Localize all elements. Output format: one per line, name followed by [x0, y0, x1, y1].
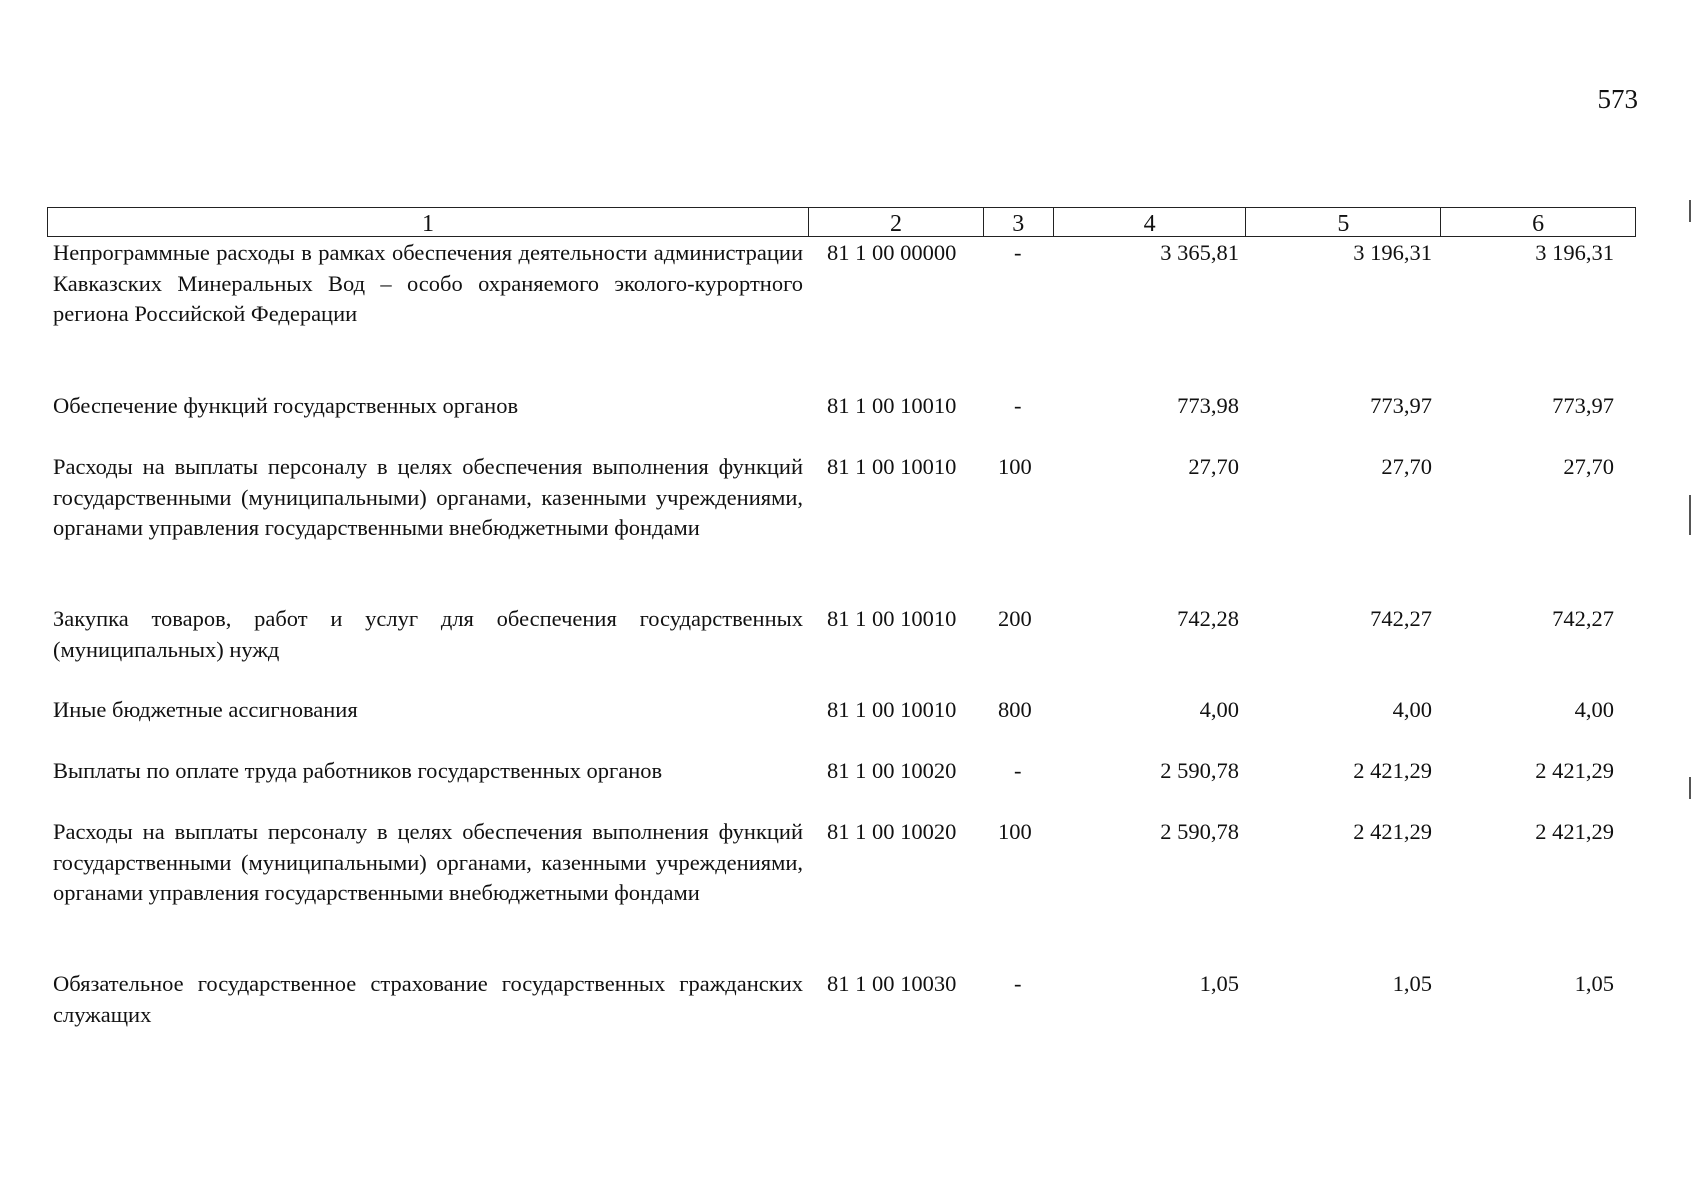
- row-value-5: 4,00: [1392, 697, 1432, 722]
- row-value-4: 27,70: [1188, 454, 1239, 479]
- row-name: Непрограммные расходы в рамках обеспечения деятельности администрации Кавказских Минеральных Вод – особо охраняемого эколого-курортного региона Российской Федерации: [53, 240, 803, 326]
- scan-mark: [1689, 777, 1691, 799]
- table-body: [47, 238, 1636, 1039]
- scan-mark: [1689, 200, 1691, 222]
- row-value-4: 2 590,78: [1160, 819, 1239, 844]
- row-value-4: 2 590,78: [1160, 758, 1239, 783]
- row-value-6: 773,97: [1552, 393, 1614, 418]
- table-header: [47, 207, 1636, 237]
- row-value-5: 2 421,29: [1353, 758, 1432, 783]
- row-name: Выплаты по оплате труда работников государственных органов: [53, 758, 663, 783]
- row-code: 81 1 00 10030: [827, 971, 957, 996]
- page-number: 573: [1597, 84, 1638, 114]
- row-value-4: 742,28: [1177, 606, 1239, 631]
- table-row: [47, 817, 1636, 969]
- row-code: 81 1 00 10010: [827, 393, 957, 418]
- row-code: 81 1 00 10010: [827, 606, 957, 631]
- header-col-5: 5: [1246, 208, 1441, 236]
- row-type: -: [1014, 971, 1022, 996]
- row-value-4: 3 365,81: [1160, 240, 1239, 265]
- row-value-5: 773,97: [1370, 393, 1432, 418]
- row-value-6: 2 421,29: [1535, 758, 1614, 783]
- row-type: 100: [998, 819, 1032, 844]
- row-value-6: 742,27: [1552, 606, 1614, 631]
- row-type: -: [1014, 240, 1022, 265]
- row-value-4: 1,05: [1199, 971, 1239, 996]
- row-value-4: 773,98: [1177, 393, 1239, 418]
- table-row: [47, 452, 1636, 604]
- row-code: 81 1 00 10020: [827, 819, 957, 844]
- row-type: -: [1014, 393, 1022, 418]
- row-type: 200: [998, 606, 1032, 631]
- row-name: Расходы на выплаты персоналу в целях обеспечения выполнения функций государственными (муниципальными) органами, казенными учреждениями, органами управления государственными внебюджетными фондами: [53, 819, 803, 905]
- row-value-6: 3 196,31: [1535, 240, 1614, 265]
- row-name: Закупка товаров, работ и услуг для обеспечения государственных (муниципальных) нужд: [53, 606, 803, 662]
- table-row: [47, 604, 1636, 695]
- table-row: [47, 391, 1636, 452]
- row-value-5: 3 196,31: [1353, 240, 1432, 265]
- row-value-5: 2 421,29: [1353, 819, 1432, 844]
- table-row: [47, 969, 1636, 1039]
- row-name: Расходы на выплаты персоналу в целях обеспечения выполнения функций государственными (муниципальными) органами, казенными учреждениями, органами управления государственными внебюджетными фондами: [53, 454, 803, 540]
- row-value-6: 1,05: [1574, 971, 1614, 996]
- row-name: Обеспечение функций государственных органов: [53, 393, 519, 418]
- row-code: 81 1 00 10010: [827, 697, 957, 722]
- header-col-2: 2: [809, 208, 984, 236]
- table-row: [47, 756, 1636, 817]
- table-row: [47, 238, 1636, 391]
- row-value-6: 27,70: [1563, 454, 1614, 479]
- row-type: -: [1014, 758, 1022, 783]
- row-name: Обязательное государственное страхование государственных гражданских служащих: [53, 971, 803, 1027]
- row-value-5: 742,27: [1370, 606, 1432, 631]
- row-value-4: 4,00: [1199, 697, 1239, 722]
- header-col-1: 1: [48, 208, 809, 236]
- row-code: 81 1 00 00000: [827, 240, 957, 265]
- row-value-5: 27,70: [1381, 454, 1432, 479]
- row-code: 81 1 00 10010: [827, 454, 957, 479]
- row-code: 81 1 00 10020: [827, 758, 957, 783]
- row-type: 100: [998, 454, 1032, 479]
- table-row: [47, 695, 1636, 756]
- header-col-3: 3: [984, 208, 1054, 236]
- scan-mark: [1689, 495, 1691, 535]
- row-value-6: 4,00: [1574, 697, 1614, 722]
- row-type: 800: [998, 697, 1032, 722]
- row-name: Иные бюджетные ассигнования: [53, 697, 358, 722]
- row-value-6: 2 421,29: [1535, 819, 1614, 844]
- header-col-6: 6: [1532, 211, 1545, 237]
- header-col-4: 4: [1054, 208, 1247, 236]
- row-value-5: 1,05: [1392, 971, 1432, 996]
